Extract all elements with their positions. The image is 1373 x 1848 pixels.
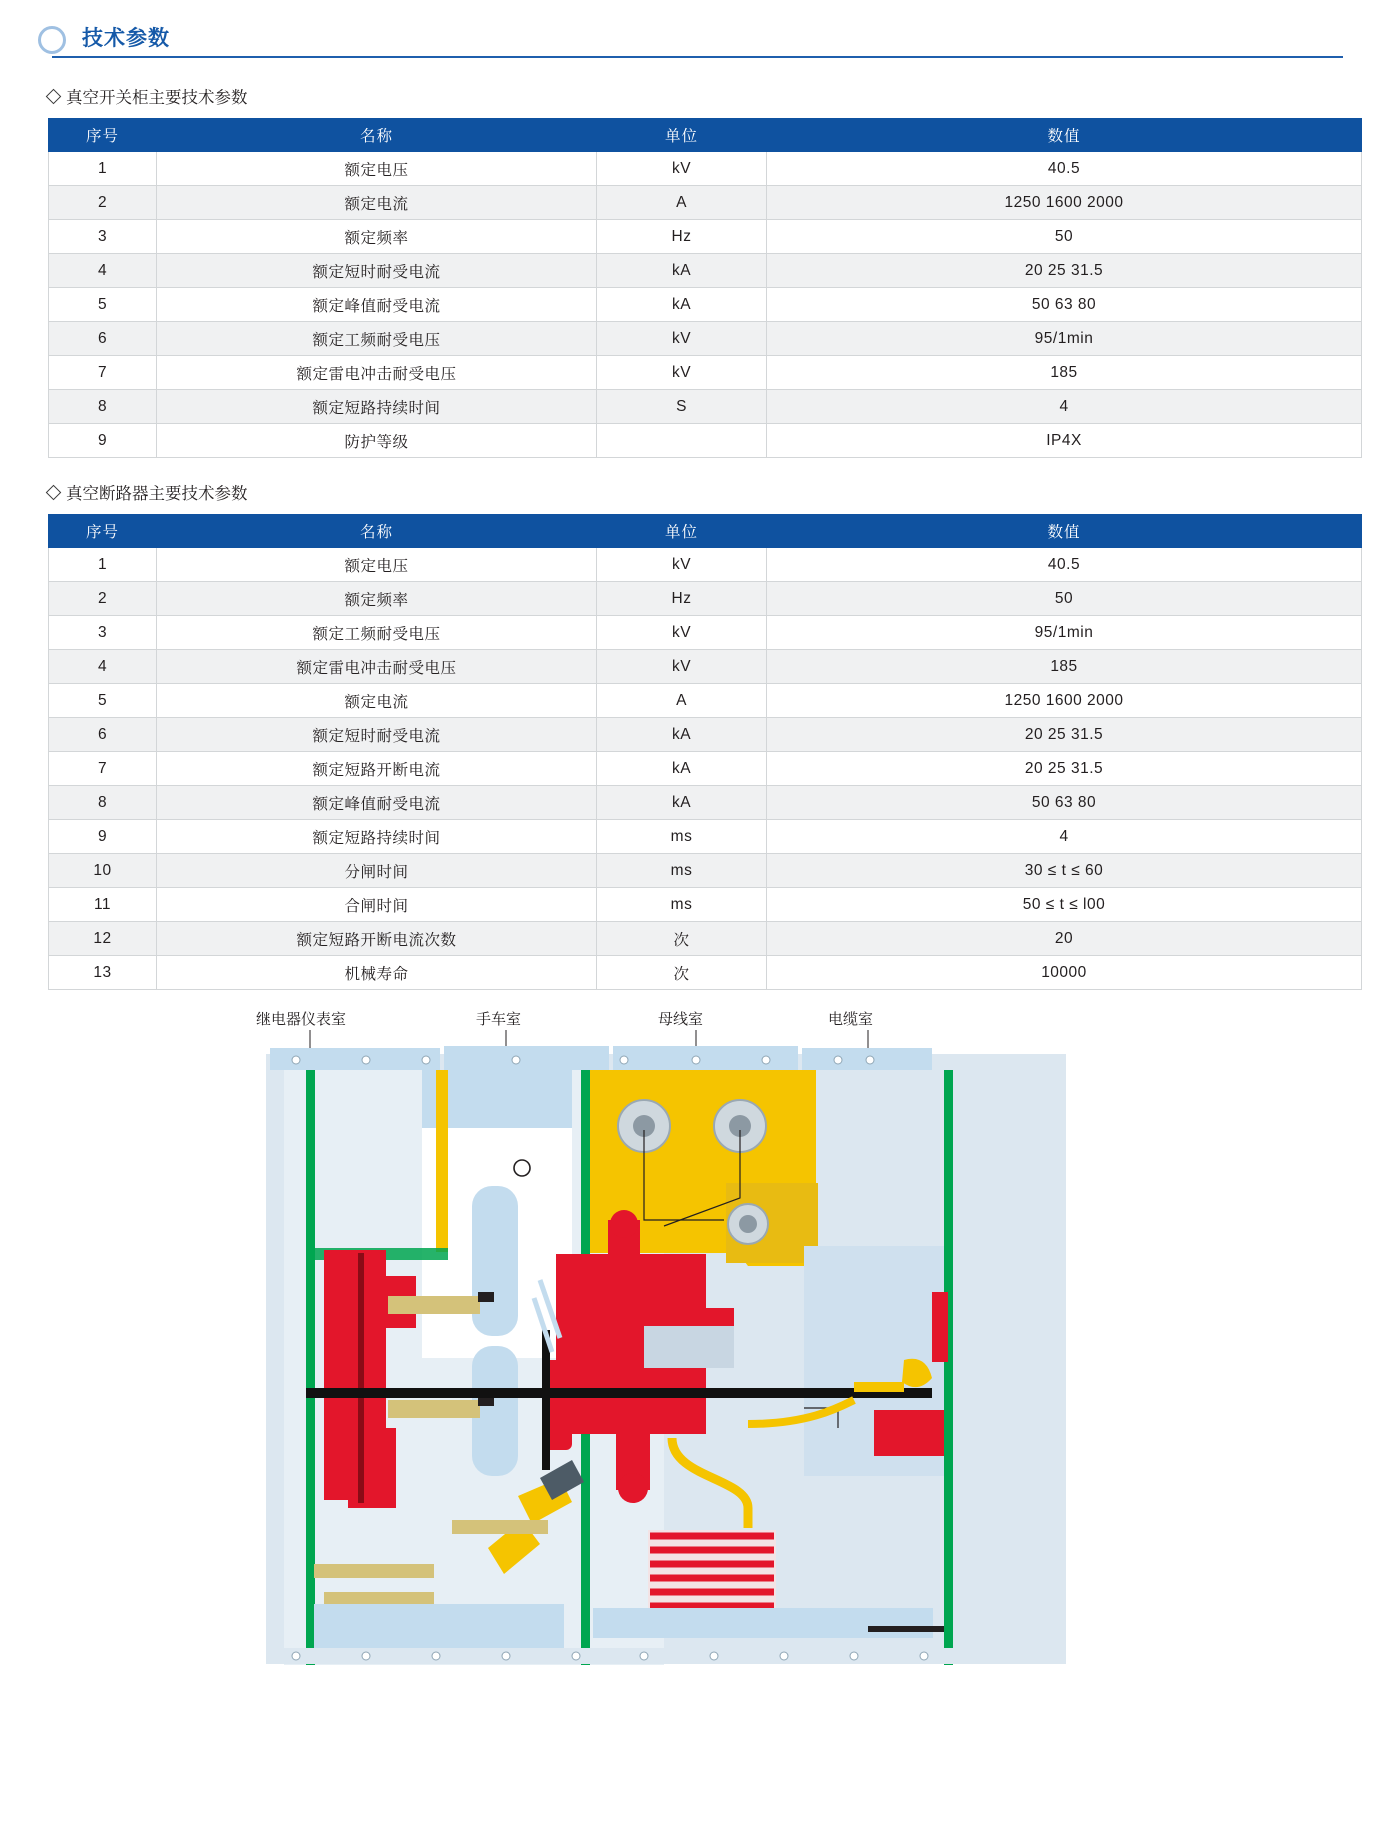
cell-name: 额定雷电冲击耐受电压	[157, 356, 597, 390]
cell-index: 4	[49, 650, 157, 684]
cell-value: 95/1min	[767, 322, 1362, 356]
column-header: 数值	[767, 515, 1362, 548]
cabinet-cutaway-diagram	[48, 1008, 1361, 1668]
cell-name: 额定峰值耐受电流	[157, 786, 597, 820]
callout-label-busbar-room: 母线室	[658, 1011, 704, 1028]
cell-unit: 次	[597, 922, 767, 956]
cell-name: 额定短路开断电流次数	[157, 922, 597, 956]
section-heading-1-label: 真空开关柜主要技术参数	[66, 89, 248, 107]
cell-name: 额定短路开断电流	[157, 752, 597, 786]
bottom-right-panel	[593, 1608, 933, 1638]
bottom-shelf-1	[314, 1564, 434, 1578]
section-heading-1	[48, 84, 1343, 108]
cell-name: 额定短时耐受电流	[157, 718, 597, 752]
cell-index: 2	[49, 186, 157, 220]
cell-name: 额定电流	[157, 186, 597, 220]
cell-name: 额定电流	[157, 684, 597, 718]
cell-unit: kA	[597, 288, 767, 322]
diamond-icon	[46, 88, 62, 104]
cell-index: 10	[49, 854, 157, 888]
cell-name: 机械寿命	[157, 956, 597, 990]
cell-unit: kA	[597, 752, 767, 786]
cell-index: 3	[49, 616, 157, 650]
cell-value: 4	[767, 820, 1362, 854]
cell-unit: kV	[597, 650, 767, 684]
cell-unit: S	[597, 390, 767, 424]
cell-unit: kA	[597, 254, 767, 288]
cell-unit: ms	[597, 820, 767, 854]
cell-value: 1250 1600 2000	[767, 684, 1362, 718]
cell-unit: Hz	[597, 220, 767, 254]
cell-index: 13	[49, 956, 157, 990]
cell-name: 额定频率	[157, 582, 597, 616]
cell-unit: kV	[597, 616, 767, 650]
column-header: 单位	[597, 119, 767, 152]
cell-name: 额定工频耐受电压	[157, 616, 597, 650]
vertical-shaft	[542, 1330, 550, 1470]
cell-index: 6	[49, 718, 157, 752]
cell-index: 8	[49, 786, 157, 820]
table-row	[49, 718, 1362, 752]
cell-value: 50 63 80	[767, 288, 1362, 322]
cell-unit: kV	[597, 322, 767, 356]
circle-ring-icon	[38, 26, 66, 54]
table-header-row	[49, 119, 1362, 152]
cell-index: 5	[49, 288, 157, 322]
cell-value: 50 63 80	[767, 786, 1362, 820]
cabinet-base	[266, 1648, 1066, 1664]
cell-unit: kA	[597, 718, 767, 752]
left-door-edge-yellow	[436, 1070, 448, 1252]
cell-unit: kV	[597, 152, 767, 186]
cell-index: 7	[49, 752, 157, 786]
bottom-left-panel	[314, 1604, 564, 1648]
table-row	[49, 684, 1362, 718]
cell-index: 1	[49, 152, 157, 186]
cell-name: 额定工频耐受电压	[157, 322, 597, 356]
table-row	[49, 152, 1362, 186]
callout-label-cable-room: 电缆室	[828, 1011, 874, 1028]
cell-value: 1250 1600 2000	[767, 186, 1362, 220]
breaker-spec-table	[48, 514, 1362, 990]
table-row	[49, 254, 1362, 288]
cell-value: 95/1min	[767, 616, 1362, 650]
cabinet-cutaway-svg	[48, 1008, 1361, 1668]
cell-name: 额定峰值耐受电流	[157, 288, 597, 322]
cell-index: 8	[49, 390, 157, 424]
column-header: 序号	[49, 515, 157, 548]
table-row	[49, 650, 1362, 684]
table-row	[49, 820, 1362, 854]
table-row	[49, 888, 1362, 922]
cell-name: 防护等级	[157, 424, 597, 458]
cell-value: 30 ≤ t ≤ 60	[767, 854, 1362, 888]
column-header: 名称	[157, 515, 597, 548]
callout-label-relay-room: 继电器仪表室	[256, 1011, 347, 1028]
cell-value: 50	[767, 582, 1362, 616]
cell-unit: ms	[597, 888, 767, 922]
section-heading-2	[48, 480, 1343, 504]
column-header: 名称	[157, 119, 597, 152]
cell-index: 4	[49, 254, 157, 288]
truck-room-port	[514, 1160, 530, 1176]
cell-value: 20	[767, 922, 1362, 956]
column-header: 数值	[767, 119, 1362, 152]
cell-index: 9	[49, 424, 157, 458]
table-row	[49, 752, 1362, 786]
cell-unit: kV	[597, 356, 767, 390]
cell-unit: ms	[597, 854, 767, 888]
cell-unit	[597, 424, 767, 458]
table-row	[49, 582, 1362, 616]
diamond-icon	[46, 484, 62, 500]
cell-name: 额定雷电冲击耐受电压	[157, 650, 597, 684]
cell-value: 50	[767, 220, 1362, 254]
bottom-shelf-2	[324, 1592, 434, 1606]
cell-unit: Hz	[597, 582, 767, 616]
cell-index: 1	[49, 548, 157, 582]
cell-name: 额定短路持续时间	[157, 820, 597, 854]
column-header: 序号	[49, 119, 157, 152]
cell-value: 185	[767, 356, 1362, 390]
cell-index: 9	[49, 820, 157, 854]
table-row	[49, 356, 1362, 390]
divider-green-left	[306, 1070, 315, 1665]
cell-name: 额定短路持续时间	[157, 390, 597, 424]
section-heading-2-label: 真空断路器主要技术参数	[66, 485, 248, 503]
table-row	[49, 922, 1362, 956]
table-row	[49, 548, 1362, 582]
cell-value: 185	[767, 650, 1362, 684]
cell-value: 40.5	[767, 548, 1362, 582]
left-arm-rod	[388, 1296, 480, 1314]
cell-value: 20 25 31.5	[767, 718, 1362, 752]
cell-value: 4	[767, 390, 1362, 424]
cell-unit: kV	[597, 548, 767, 582]
cell-value: 50 ≤ t ≤ l00	[767, 888, 1362, 922]
cell-name: 额定电压	[157, 152, 597, 186]
cell-value: IP4X	[767, 424, 1362, 458]
table-row	[49, 288, 1362, 322]
cell-name: 额定短时耐受电流	[157, 254, 597, 288]
cell-unit: A	[597, 684, 767, 718]
table-row	[49, 854, 1362, 888]
callout-label-truck-room: 手车室	[476, 1011, 522, 1028]
left-arm-rod-2	[388, 1400, 480, 1418]
cell-index: 3	[49, 220, 157, 254]
table-row	[49, 390, 1362, 424]
cell-value: 20 25 31.5	[767, 752, 1362, 786]
cell-name: 合闸时间	[157, 888, 597, 922]
cell-index: 11	[49, 888, 157, 922]
header-divider	[52, 56, 1343, 58]
table-row	[49, 322, 1362, 356]
table-row	[49, 186, 1362, 220]
page-header	[30, 0, 1343, 62]
mid-shelf	[452, 1520, 548, 1534]
cell-index: 7	[49, 356, 157, 390]
cell-name: 分闸时间	[157, 854, 597, 888]
cell-name: 额定频率	[157, 220, 597, 254]
column-header: 单位	[597, 515, 767, 548]
table-row	[49, 786, 1362, 820]
table-row	[49, 424, 1362, 458]
table-row	[49, 956, 1362, 990]
cell-value: 10000	[767, 956, 1362, 990]
cell-unit: 次	[597, 956, 767, 990]
page-title: 技术参数	[82, 27, 170, 50]
main-shaft	[306, 1388, 932, 1398]
cell-unit: kA	[597, 786, 767, 820]
cell-unit: A	[597, 186, 767, 220]
switchgear-spec-table	[48, 118, 1362, 458]
cell-index: 12	[49, 922, 157, 956]
cell-index: 6	[49, 322, 157, 356]
cell-index: 2	[49, 582, 157, 616]
divider-green-right	[944, 1070, 953, 1665]
left-rod-tip	[478, 1292, 494, 1302]
cell-name: 额定电压	[157, 548, 597, 582]
cell-value: 40.5	[767, 152, 1362, 186]
table-row	[49, 220, 1362, 254]
bottom-bar	[868, 1626, 944, 1632]
cell-value: 20 25 31.5	[767, 254, 1362, 288]
table-row	[49, 616, 1362, 650]
cell-index: 5	[49, 684, 157, 718]
table-header-row	[49, 515, 1362, 548]
